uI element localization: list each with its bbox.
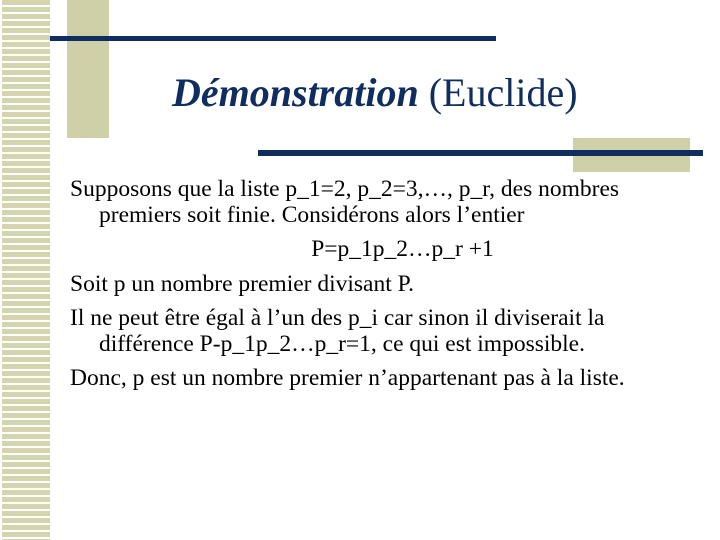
slide-body xyxy=(70,176,695,399)
paragraph-contradiction: Il ne peut être égal à l’un des p_i car sinon il diviserait la différence P-p_1p_2…p_r=1, ce qui est impossible. xyxy=(70,305,605,357)
tan-block-top xyxy=(67,0,109,138)
paragraph-hypothesis: Supposons que la liste p_1=2, p_2=3,…, p_r, des nombres premiers soit finie. Considérons alors l’entier xyxy=(70,176,620,228)
top-rule xyxy=(50,36,496,41)
formula-P: P=p_1p_2…p_r +1 xyxy=(311,236,494,262)
title-underline-rule xyxy=(258,150,703,156)
title-bold-part: Démonstration xyxy=(172,70,419,115)
title-rest-part: (Euclide) xyxy=(418,70,578,115)
slide-title xyxy=(172,66,578,120)
paragraph-divisor: Soit p un nombre premier divisant P. xyxy=(70,271,414,297)
left-stripe-decoration xyxy=(0,0,50,540)
paragraph-conclusion: Donc, p est un nombre premier n’appartenant pas à la liste. xyxy=(70,365,625,391)
